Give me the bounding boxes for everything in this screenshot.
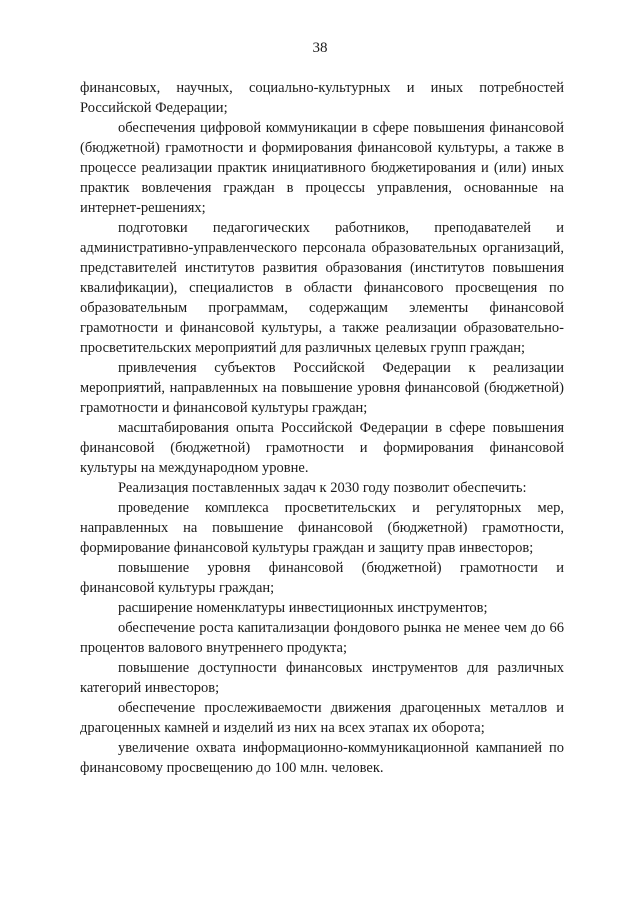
paragraph-capitalization-growth: обеспечение роста капитализации фондового рынка не менее чем до 66 процентов валового внутреннего продукта; (80, 620, 564, 656)
paragraph-goals-intro: Реализация поставленных задач к 2030 году позволит обеспечить: (118, 480, 527, 496)
paragraph-instruments-expansion: расширение номенклатуры инвестиционных инструментов; (118, 600, 488, 616)
paragraph-literacy-increase: повышение уровня финансовой (бюджетной) грамотности и финансовой культуры граждан; (80, 560, 564, 596)
paragraph-measures-complex: проведение комплекса просветительских и регуляторных мер, направленных на повышение финансовой (бюджетной) грамотности, формирование финансовой культуры граждан и защиту прав инвесторов; (80, 500, 564, 556)
paragraph-digital-communication: обеспечения цифровой коммуникации в сфере повышения финансовой (бюджетной) грамотности и формирования финансовой культуры, а также в процессе реализации практик инициативного бюджетирования и (или) иных практик вовлечения граждан в процессы управления, основанные на интернет-решениях; (80, 120, 564, 216)
paragraph-international-scaling: масштабирования опыта Российской Федерации в сфере повышения финансовой (бюджетной) грамотности и формирования финансовой культуры на международном уровне. (80, 420, 564, 476)
paragraph-traceability: обеспечение прослеживаемости движения драгоценных металлов и драгоценных камней и изделий из них на всех этапах их оборота; (80, 700, 564, 736)
paragraph-accessibility: повышение доступности финансовых инструментов для различных категорий инвесторов; (80, 660, 564, 696)
paragraph-campaign-coverage: увеличение охвата информационно-коммуникационной кампанией по финансовому просвещению до 100 млн. человек. (80, 740, 564, 776)
document-body (80, 78, 564, 778)
paragraph-teacher-training: подготовки педагогических работников, преподавателей и административно-управленческого персонала образовательных организаций, представителей институтов развития образования (институтов повышения квалификации), специалистов в области финансового просвещения по образовательным программам, содержащим элементы финансовой грамотности и финансовой культуры, а также реализации образовательно-просветительских мероприятий для различных целевых групп граждан; (80, 220, 564, 356)
paragraph-continuation: финансовых, научных, социально-культурных и иных потребностей Российской Федерации; (80, 80, 564, 116)
paragraph-regional-involvement: привлечения субъектов Российской Федерации к реализации мероприятий, направленных на повышение уровня финансовой (бюджетной) грамотности и финансовой культуры граждан; (80, 360, 564, 416)
page-number: 38 (312, 40, 328, 56)
